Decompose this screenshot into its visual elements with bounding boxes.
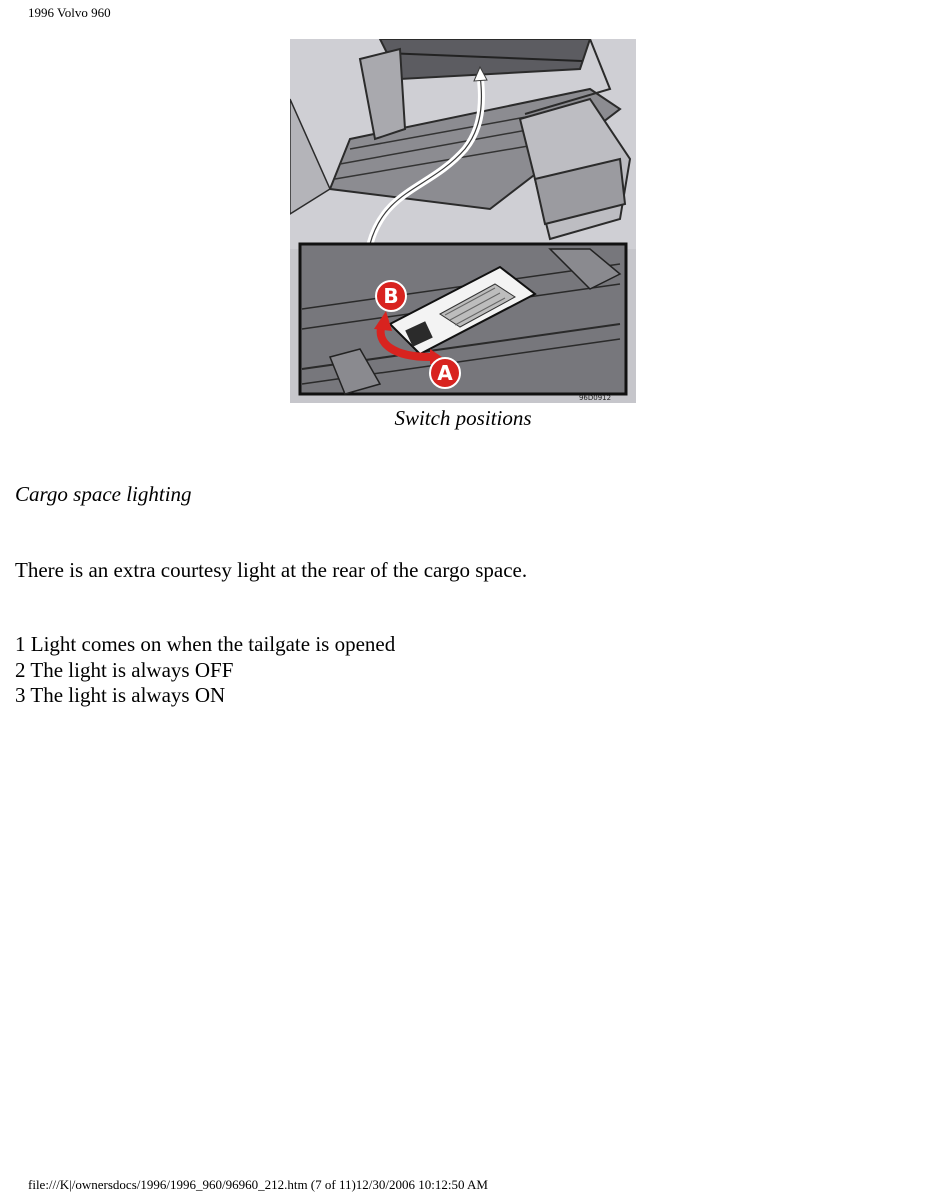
- footer-file-path: file:///K|/ownersdocs/1996/1996_960/96960_212.htm (7 of 11)12/30/2006 10:12:50 AM: [28, 1177, 488, 1192]
- label-a: A: [437, 361, 453, 385]
- section-paragraph: There is an extra courtesy light at the rear of the cargo space.: [15, 558, 528, 582]
- figure-code: 96D0912: [578, 394, 612, 402]
- list-item: 3 The light is always ON: [15, 683, 226, 707]
- list-item: 2 The light is always OFF: [15, 657, 234, 682]
- switch-position-list: [15, 632, 395, 709]
- page-header-title: 1996 Volvo 960: [28, 5, 111, 20]
- list-item: 1 Light comes on when the tailgate is opened: [15, 632, 396, 656]
- figure-caption: Switch positions: [394, 406, 532, 430]
- cargo-light-illustration: [290, 39, 636, 403]
- section-heading: Cargo space lighting: [15, 482, 192, 506]
- label-b: B: [383, 284, 399, 308]
